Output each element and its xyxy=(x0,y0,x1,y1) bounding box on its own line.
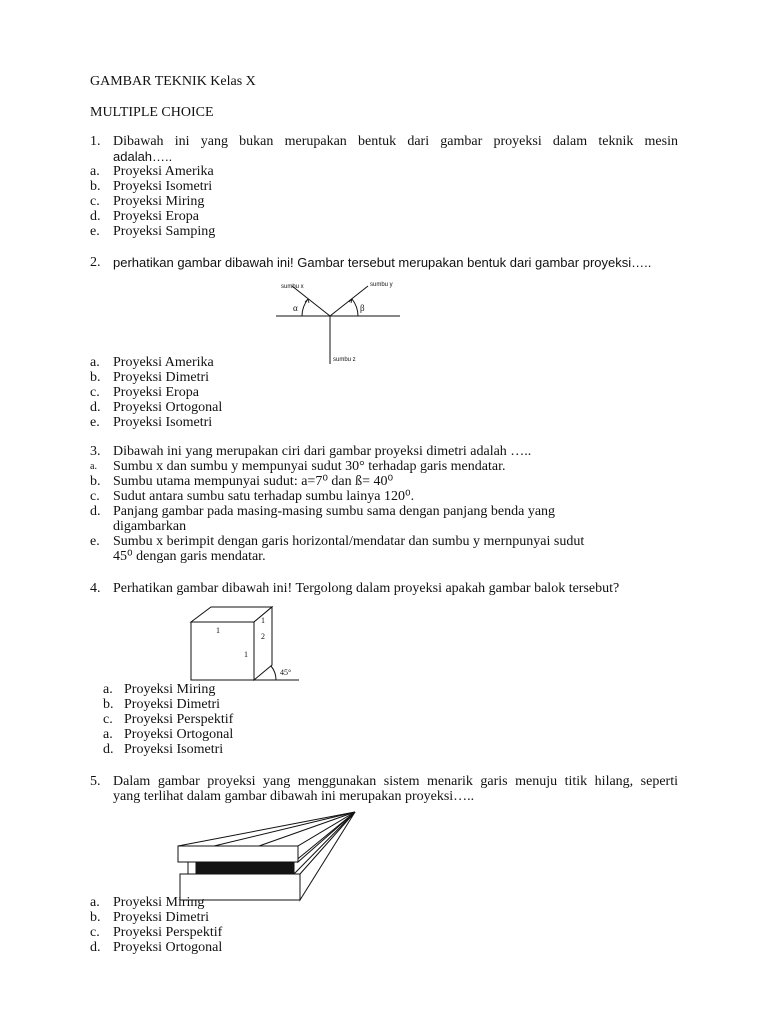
document-title-block xyxy=(90,74,678,89)
q5-option-c[interactable] xyxy=(90,925,678,940)
option-letter: b. xyxy=(103,697,114,712)
option-text: Proyeksi Miring xyxy=(113,194,205,209)
top-flange-front-face xyxy=(178,846,298,862)
q5-option-b[interactable] xyxy=(90,910,678,925)
right-top-label: 1 xyxy=(261,616,265,625)
option-text: Proyeksi Samping xyxy=(113,224,216,239)
option-text: Sumbu x berimpit dengan garis horizontal/mendatar dan sumbu y mernpunyai sudut xyxy=(113,534,585,549)
q1-option-d[interactable] xyxy=(90,209,678,224)
question-4 xyxy=(90,581,678,596)
cube-figure xyxy=(183,604,300,686)
q3-option-e[interactable] xyxy=(90,534,678,549)
option-text: digambarkan xyxy=(113,519,187,534)
question-number: 5. xyxy=(90,774,101,789)
q4-option-b[interactable] xyxy=(90,697,678,712)
option-letter: c. xyxy=(90,194,100,209)
q1-option-c[interactable] xyxy=(90,194,678,209)
option-letter: a. xyxy=(103,682,113,697)
q1-option-e[interactable] xyxy=(90,224,678,239)
question-3-stem xyxy=(90,444,678,459)
option-letter: d. xyxy=(90,209,101,224)
q1-option-b[interactable] xyxy=(90,179,678,194)
right-mid-label: 2 xyxy=(261,632,265,641)
question-5-stem-line-2 xyxy=(90,789,678,804)
option-text: Proyeksi Miring xyxy=(124,682,216,697)
option-text: Proyeksi Isometri xyxy=(124,742,224,757)
option-text: Proyeksi Ortogonal xyxy=(124,727,234,742)
q4-option-d[interactable] xyxy=(90,742,678,757)
question-1-stem-line-2 xyxy=(90,149,678,164)
question-text: Perhatikan gambar dibawah ini! Tergolong dalam proyeksi apakah gambar balok tersebut? xyxy=(113,581,620,596)
question-text: Dibawah ini yang bukan merupakan bentuk dari gambar proyeksi dalam teknik mesin xyxy=(113,134,678,149)
option-letter: a. xyxy=(90,895,100,910)
option-letter: b. xyxy=(90,910,101,925)
option-text: Proyeksi Dimetri xyxy=(124,697,221,712)
angle-label: 45° xyxy=(280,668,292,677)
option-text: Sudut antara sumbu satu terhadap sumbu lainya 120⁰. xyxy=(113,489,415,504)
option-letter: a. xyxy=(90,355,100,370)
question-text: Dalam gambar proyeksi yang menggunakan sistem menarik garis menuju titik hilang, seperti xyxy=(113,774,678,789)
option-letter: b. xyxy=(90,370,101,385)
web-end-face xyxy=(188,862,196,874)
question-text: perhatikan gambar dibawah ini! Gambar tersebut merupakan bentuk dari gambar proyeksi….. xyxy=(113,255,652,270)
question-2 xyxy=(90,255,678,270)
question-2-options xyxy=(90,355,678,430)
front-top-label: 1 xyxy=(216,626,220,635)
option-text: 45⁰ dengan garis mendatar. xyxy=(113,549,266,564)
option-letter: c. xyxy=(90,489,100,504)
angle-arc xyxy=(271,666,276,680)
question-number: 2. xyxy=(90,255,101,270)
q2-option-b[interactable] xyxy=(90,370,678,385)
question-5-stem-line-1 xyxy=(90,774,678,789)
q2-option-e[interactable] xyxy=(90,415,678,430)
option-letter: b. xyxy=(90,179,101,194)
front-right-label: 1 xyxy=(244,650,248,659)
option-letter: a. xyxy=(103,727,113,742)
option-letter: d. xyxy=(90,400,101,415)
q2-option-a[interactable] xyxy=(90,355,678,370)
question-1-stem-line-1 xyxy=(90,134,678,149)
option-text: Proyeksi Ortogonal xyxy=(113,400,223,415)
question-number: 1. xyxy=(90,134,101,149)
section-heading-block xyxy=(90,105,678,120)
q4-option-a[interactable] xyxy=(90,682,678,697)
q2-option-d[interactable] xyxy=(90,400,678,415)
option-letter: d. xyxy=(90,504,101,519)
option-letter: c. xyxy=(90,925,100,940)
question-number: 3. xyxy=(90,444,101,459)
question-5 xyxy=(90,774,678,804)
q4-option-c[interactable] xyxy=(90,712,678,727)
option-letter: c. xyxy=(103,712,113,727)
left-angle-label: α xyxy=(293,303,298,313)
option-letter: d. xyxy=(103,742,114,757)
q2-option-c[interactable] xyxy=(90,385,678,400)
option-text: Sumbu x dan sumbu y mempunyai sudut 30° terhadap garis mendatar. xyxy=(113,459,506,474)
option-text: Proyeksi Isometri xyxy=(113,179,213,194)
option-text: Panjang gambar pada masing-masing sumbu sama dengan panjang benda yang xyxy=(113,504,556,519)
option-text: Proyeksi Amerika xyxy=(113,164,214,179)
y-axis-label: sumbu y xyxy=(370,282,393,288)
option-letter: a. xyxy=(90,164,100,179)
q3-option-e-continuation xyxy=(90,549,678,564)
q3-option-a[interactable] xyxy=(90,459,678,474)
option-letter: c. xyxy=(90,385,100,400)
x-axis-label: sumbu x xyxy=(281,284,304,290)
q3-option-b[interactable] xyxy=(90,474,678,489)
option-text: Proyeksi Perspektif xyxy=(113,925,223,940)
option-text: Proyeksi Perspektif xyxy=(124,712,234,727)
option-text: Proyeksi Dimetri xyxy=(113,910,210,925)
q5-option-d[interactable] xyxy=(90,940,678,955)
question-4-stem xyxy=(90,581,678,596)
question-1 xyxy=(90,134,678,239)
question-text: Dibawah ini yang merupakan ciri dari gambar proyeksi dimetri adalah ….. xyxy=(113,444,532,459)
q3-option-c[interactable] xyxy=(90,489,678,504)
document-title: GAMBAR TEKNIK Kelas X xyxy=(90,74,256,89)
right-angle-arc xyxy=(352,299,358,316)
z-axis-label: sumbu z xyxy=(333,357,356,363)
perspective-beam-figure xyxy=(174,806,362,906)
question-5-options xyxy=(90,895,678,955)
option-text: Proyeksi Eropa xyxy=(113,209,199,224)
option-letter: e. xyxy=(90,415,100,430)
web-shaded-face xyxy=(196,862,294,874)
q5-option-a[interactable] xyxy=(90,895,678,910)
option-letter: e. xyxy=(90,534,100,549)
q1-option-a[interactable] xyxy=(90,164,678,179)
question-text: adalah….. xyxy=(113,149,173,164)
option-text: Proyeksi Amerika xyxy=(113,355,214,370)
option-text: Sumbu utama mempunyai sudut: a=7⁰ dan ß= 40⁰ xyxy=(113,474,394,489)
option-letter: a. xyxy=(90,461,97,472)
option-letter: e. xyxy=(90,224,100,239)
option-text: Proyeksi Eropa xyxy=(113,385,199,400)
option-text: Proyeksi Miring xyxy=(113,895,205,910)
q3-option-d-continuation xyxy=(90,519,678,534)
right-angle-label: β xyxy=(360,303,365,313)
q4-option-a-second[interactable] xyxy=(90,727,678,742)
option-letter: b. xyxy=(90,474,101,489)
option-letter: d. xyxy=(90,940,101,955)
option-text: Proyeksi Isometri xyxy=(113,415,213,430)
question-number: 4. xyxy=(90,581,101,596)
section-heading: MULTIPLE CHOICE xyxy=(90,105,214,120)
question-4-options xyxy=(90,682,678,757)
question-3 xyxy=(90,444,678,564)
projection-axes-figure xyxy=(272,278,402,366)
option-text: Proyeksi Dimetri xyxy=(113,370,210,385)
question-text: yang terlihat dalam gambar dibawah ini merupakan proyeksi….. xyxy=(113,789,475,804)
q3-option-d[interactable] xyxy=(90,504,678,519)
option-text: Proyeksi Ortogonal xyxy=(113,940,223,955)
question-2-stem xyxy=(90,255,678,270)
